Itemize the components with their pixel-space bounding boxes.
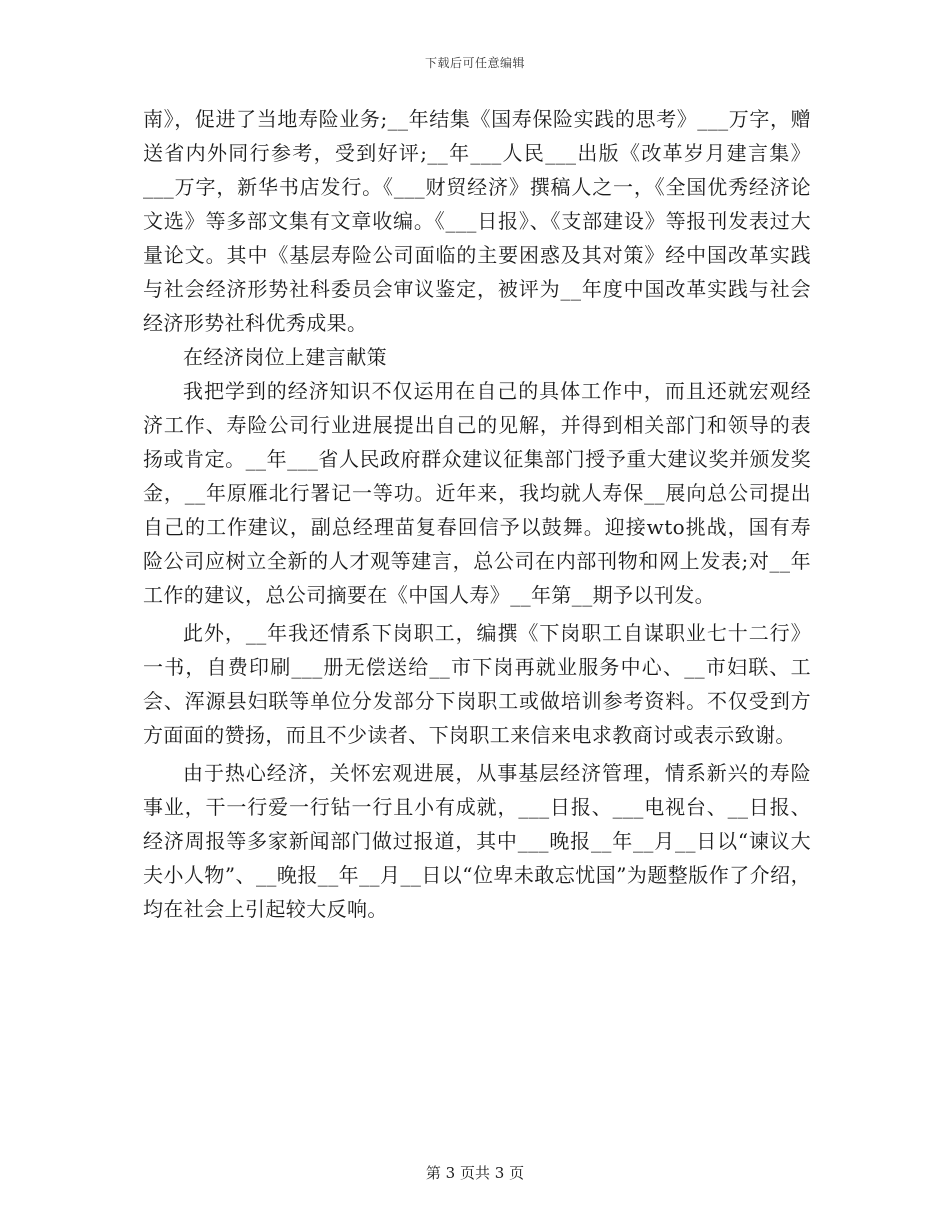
page-footer: 第 3 页共 3 页 [425, 1164, 525, 1182]
paragraph-media-coverage: 由于热心经济，关怀宏观进展，从事基层经济管理，情系新兴的寿险事业，干一行爱一行钻一行且小有成就，___日报、___电视台、__日报、经济周报等多家新闻部门做过报道，其中___晚报__年__月__日以“谏议大夫小人物”、__晚报__年__月__日以“位卑未敢忘忧国”为题整版作了介绍，均在社会上引起较大反响。 [143, 761, 811, 921]
section-heading: 在经济岗位上建言献策 [183, 345, 387, 369]
document-body [143, 102, 811, 926]
page-header: 下载后可任意编辑 [424, 56, 525, 70]
paragraph-publications: 南》，促进了当地寿险业务;__年结集《国寿保险实践的思考》___万字，赠送省内外同行参考，受到好评;__年___人民___出版《改革岁月建言集》___万字，新华书店发行。《___财贸经济》撰稿人之一，《全国优秀经济论文选》等多部文集有文章收编。《___日报》、《支部建设》等报刊发表过大量论文。其中《基层寿险公司面临的主要困惑及其对策》经中国改革实践与社会经济形势社科委员会审议鉴定，被评为__年度中国改革实践与社会经济形势社科优秀成果。 [143, 107, 811, 335]
paragraph-laid-off-workers: 此外，__年我还情系下岗职工，编撰《下岗职工自谋职业七十二行》一书，自费印刷___册无偿送给__市下岗再就业服务中心、__市妇联、工会、浑源县妇联等单位分发部分下岗职工或做培训参考资料。不仅受到方方面面的赞扬，而且不少读者、下岗职工来信来电求教商讨或表示致谢。 [143, 621, 811, 747]
paragraph-suggestions: 我把学到的经济知识不仅运用在自己的具体工作中，而且还就宏观经济工作、寿险公司行业进展提出自己的见解，并得到相关部门和领导的表扬或肯定。__年___省人民政府群众建议征集部门授予重大建议奖并颁发奖金，__年原雁北行署记一等功。近年来，我均就人寿保__展向总公司提出自己的工作建议，副总经理苗复春回信予以鼓舞。迎接wto挑战，国有寿险公司应树立全新的人才观等建言，总公司在内部刊物和网上发表;对__年工作的建议，总公司摘要在《中国人寿》__年第__期予以刊发。 [143, 379, 811, 607]
